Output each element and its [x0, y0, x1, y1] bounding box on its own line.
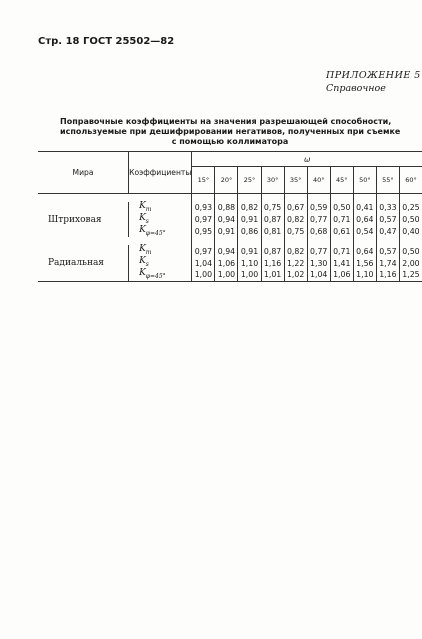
value-cell: 1,01: [261, 269, 284, 281]
mira-name: Радиальная: [48, 258, 104, 269]
coefficient-letter: K: [139, 201, 146, 211]
value-cell: 0,47: [376, 226, 399, 238]
coefficient-letter: K: [139, 224, 146, 235]
value-cell: 0,94: [215, 245, 238, 257]
value-cell: 1,00: [192, 269, 215, 281]
value-cell: 0,77: [307, 245, 330, 257]
value-cell: 0,64: [353, 214, 376, 226]
coefficient-subscript: φ=45°: [145, 272, 166, 280]
value-cell: 0,57: [376, 214, 399, 226]
value-cell: 0,97: [192, 214, 215, 226]
header-coefficients: Коэффициенты: [129, 152, 192, 194]
value-cell: 0,33: [376, 202, 399, 214]
value-cell: 0,25: [399, 202, 422, 214]
caption-line-1: Поправочные коэффициенты на значения разрешающей способности,: [60, 117, 392, 126]
coefficient-symbol: [129, 214, 192, 226]
value-cell: 0,93: [192, 202, 215, 214]
value-cell: 0,77: [307, 214, 330, 226]
coefficient-subscript: m: [145, 249, 152, 257]
value-cell: 1,74: [376, 257, 399, 269]
value-cell: 0,88: [215, 202, 238, 214]
coefficient-subscript: φ=45°: [145, 229, 166, 237]
angle-cell: 45°: [330, 167, 353, 194]
angle-cell: 15°: [192, 167, 215, 194]
value-cell: 0,71: [330, 214, 353, 226]
coefficients-table: [38, 151, 422, 282]
value-cell: 0,95: [192, 226, 215, 238]
value-cell: 0,82: [284, 214, 307, 226]
angle-cell: 50°: [353, 167, 376, 194]
value-cell: 1,41: [330, 257, 353, 269]
value-cell: 0,64: [353, 245, 376, 257]
value-cell: 0,41: [353, 202, 376, 214]
coefficient-symbol: [129, 226, 192, 238]
caption-line-2: используемые при дешифрировании негативов, полученных при съемке: [60, 127, 401, 136]
value-cell: 0,54: [353, 226, 376, 238]
appendix-title: ПРИЛОЖЕНИЕ 5: [326, 70, 421, 81]
value-cell: 2,00: [399, 257, 422, 269]
value-cell: 0,71: [330, 245, 353, 257]
angle-cell: 60°: [399, 167, 422, 194]
value-cell: 0,59: [307, 202, 330, 214]
coefficient-subscript: s: [145, 260, 149, 268]
value-cell: 1,04: [192, 257, 215, 269]
angle-cell: 35°: [284, 167, 307, 194]
value-cell: 1,10: [238, 257, 261, 269]
standard-number: ГОСТ 25502—82: [82, 36, 175, 47]
value-cell: 1,22: [284, 257, 307, 269]
value-cell: 0,68: [307, 226, 330, 238]
spacer-row: [38, 194, 422, 203]
value-cell: 1,10: [353, 269, 376, 281]
value-cell: 0,91: [238, 245, 261, 257]
value-cell: 1,16: [376, 269, 399, 281]
angle-cell: 40°: [307, 167, 330, 194]
value-cell: 0,81: [261, 226, 284, 238]
table-caption: [60, 117, 400, 147]
value-cell: 0,75: [284, 226, 307, 238]
angle-cell: 30°: [261, 167, 284, 194]
caption-line-3: с помощью коллиматора: [171, 137, 289, 146]
value-cell: 0,50: [330, 202, 353, 214]
coefficient-letter: K: [139, 212, 146, 223]
value-cell: 0,50: [399, 245, 422, 257]
value-cell: 1,06: [215, 257, 238, 269]
value-cell: 0,97: [192, 245, 215, 257]
value-cell: 1,06: [330, 269, 353, 281]
coefficient-subscript: s: [145, 217, 149, 225]
value-cell: 0,91: [215, 226, 238, 238]
value-cell: 0,75: [261, 202, 284, 214]
value-cell: 1,02: [284, 269, 307, 281]
header-mira: Мира: [38, 152, 129, 194]
value-cell: 1,30: [307, 257, 330, 269]
value-cell: 0,87: [261, 245, 284, 257]
value-cell: 0,87: [261, 214, 284, 226]
value-cell: 0,91: [238, 214, 261, 226]
value-cell: 1,16: [261, 257, 284, 269]
value-cell: 0,40: [399, 226, 422, 238]
table-row: [38, 245, 422, 257]
value-cell: 0,82: [238, 202, 261, 214]
header-omega: ω: [192, 152, 422, 167]
coefficient-letter: K: [139, 256, 146, 267]
value-cell: 0,57: [376, 245, 399, 257]
angle-cell: 25°: [238, 167, 261, 194]
mira-name: Штриховая: [48, 214, 102, 225]
table-row: [38, 202, 422, 214]
angle-cell: 55°: [376, 167, 399, 194]
value-cell: 1,04: [307, 269, 330, 281]
coefficient-symbol: [129, 269, 192, 281]
spacer-row: [38, 237, 422, 245]
page-number: Стр. 18: [38, 36, 80, 47]
value-cell: 0,86: [238, 226, 261, 238]
value-cell: 0,67: [284, 202, 307, 214]
coefficient-letter: K: [139, 244, 146, 255]
value-cell: 1,56: [353, 257, 376, 269]
value-cell: 0,82: [284, 245, 307, 257]
appendix-subtitle: Справочное: [326, 83, 386, 94]
coefficient-subscript: m: [145, 205, 152, 213]
coefficient-letter: K: [139, 267, 146, 278]
value-cell: 0,94: [215, 214, 238, 226]
value-cell: 1,00: [215, 269, 238, 281]
value-cell: 0,61: [330, 226, 353, 238]
value-cell: 0,50: [399, 214, 422, 226]
value-cell: 1,25: [399, 269, 422, 281]
value-cell: 1,00: [238, 269, 261, 281]
angle-cell: 20°: [215, 167, 238, 194]
page-header: [38, 36, 174, 47]
